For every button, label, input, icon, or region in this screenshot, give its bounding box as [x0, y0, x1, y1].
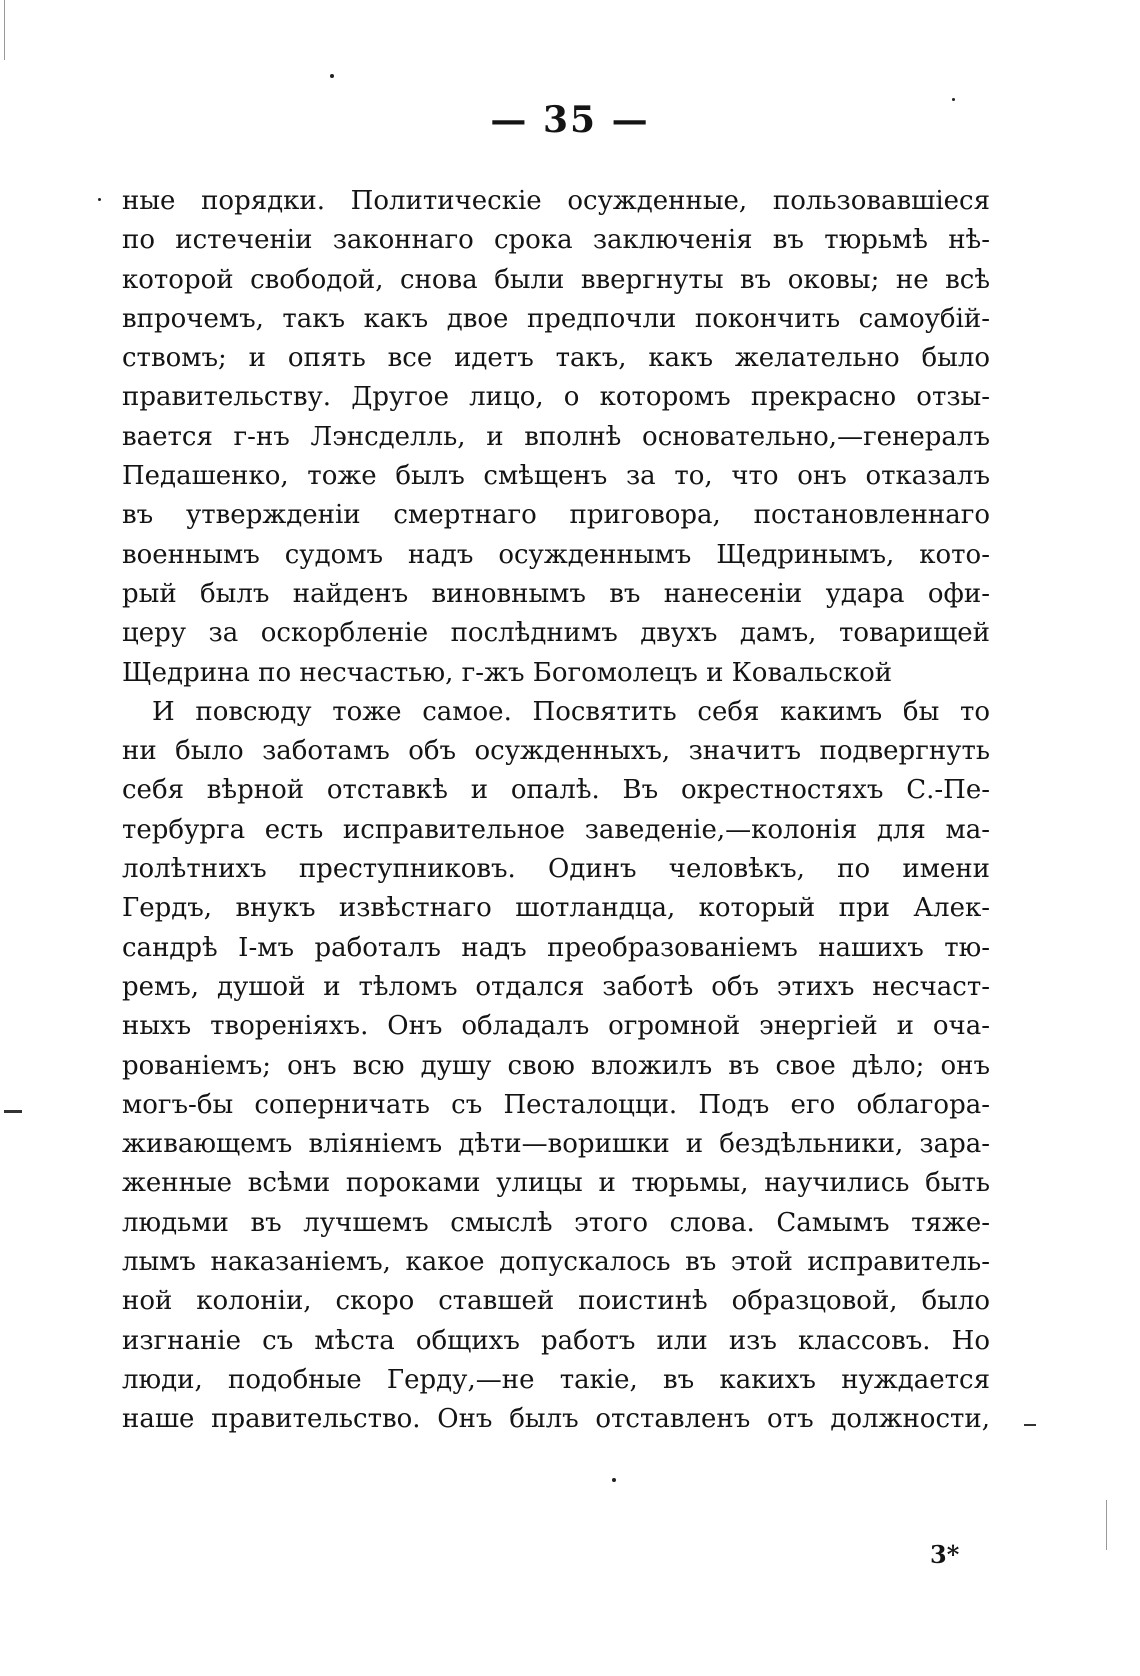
scan-speck — [330, 74, 334, 78]
text-line: впрочемъ, такъ какъ двое предпочли покончить самоубій- — [122, 303, 990, 334]
scan-edge — [1106, 1500, 1107, 1550]
text-line: ремъ, душой и тѣломъ отдался заботѣ объ этихъ несчаст- — [122, 971, 990, 1002]
text-line: живающемъ вліяніемъ дѣти—воришки и бездѣльники, зара- — [122, 1129, 990, 1160]
text-line: Педашенко, тоже былъ смѣщенъ за то, что онъ отказалъ — [122, 461, 990, 492]
scan-speck — [612, 1478, 616, 1482]
text-line: рый былъ найденъ виновнымъ въ нанесеніи удара офи- — [122, 578, 990, 609]
text-line: въ утвержденіи смертнаго приговора, постановленнаго — [122, 500, 990, 531]
text-line: лолѣтнихъ преступниковъ. Одинъ человѣкъ, по имени — [122, 854, 990, 885]
text-line: тербурга есть исправительное заведеніе,—колонія для ма- — [122, 814, 990, 845]
text-line: ни было заботамъ объ осужденныхъ, значитъ подвергнуть — [122, 736, 990, 767]
scan-mark — [1024, 1424, 1036, 1426]
signature-mark: 3* — [930, 1540, 960, 1569]
text-line: Щедрина по несчастью, г-жъ Богомолецъ и Ковальской — [122, 657, 893, 688]
page-number: — 35 — — [490, 99, 650, 141]
scan-mark — [4, 1110, 22, 1113]
text-line: ной колоніи, скоро ставшей поистинѣ образцовой, было — [122, 1286, 990, 1317]
text-line: могъ-бы соперничать съ Песталоцци. Подъ его облагора- — [122, 1089, 990, 1120]
text-line: Гердъ, внукъ извѣстнаго шотландца, который при Алек- — [122, 893, 990, 924]
text-line: себя вѣрной отставкѣ и опалѣ. Въ окрестностяхъ С.-Пе- — [122, 775, 990, 806]
text-line: ные порядки. Политическіе осужденные, пользовавшіеся — [122, 186, 990, 216]
text-line: лымъ наказаніемъ, какое допускалось въ этой исправитель- — [122, 1247, 990, 1278]
scan-speck — [952, 98, 955, 101]
body-text — [122, 182, 990, 1440]
text-line: рованіемъ; онъ всю душу свою вложилъ въ свое дѣло; онъ — [122, 1050, 990, 1081]
scan-speck — [98, 198, 101, 201]
text-line: по истеченіи законнаго срока заключенія въ тюрьмѣ нѣ- — [122, 225, 990, 256]
text-line: люди, подобные Герду,—не такіе, въ какихъ нуждается — [122, 1364, 990, 1395]
text-line: людьми въ лучшемъ смыслѣ этого слова. Самымъ тяже- — [122, 1207, 990, 1238]
text-line: которой свободой, снова были ввергнуты въ оковы; не всѣ — [122, 264, 990, 295]
text-line: ствомъ; и опять все идетъ такъ, какъ желательно было — [122, 343, 990, 374]
text-line: наше правительство. Онъ былъ отставленъ отъ должности, — [122, 1404, 990, 1435]
text-line: И повсюду тоже самое. Посвятить себя какимъ бы то — [152, 696, 990, 727]
text-line: военнымъ судомъ надъ осужденнымъ Щедринымъ, кото- — [122, 539, 990, 570]
scan-edge — [4, 0, 5, 60]
text-line: изгнаніе съ мѣста общихъ работъ или изъ классовъ. Но — [122, 1325, 990, 1356]
text-line: церу за оскорбленіе послѣднимъ двухъ дамъ, товарищей — [122, 618, 990, 649]
text-line: женные всѣми пороками улицы и тюрьмы, научились быть — [122, 1168, 990, 1199]
text-line: сандрѣ І-мъ работалъ надъ преобразованіемъ нашихъ тю- — [122, 932, 990, 963]
text-line: вается г-нъ Лэнсделль, и вполнѣ основательно,—генералъ — [122, 421, 990, 452]
text-line: ныхъ твореніяхъ. Онъ обладалъ огромной энергіей и оча- — [122, 1011, 990, 1042]
text-line: правительству. Другое лицо, о которомъ прекрасно отзы- — [122, 382, 990, 413]
